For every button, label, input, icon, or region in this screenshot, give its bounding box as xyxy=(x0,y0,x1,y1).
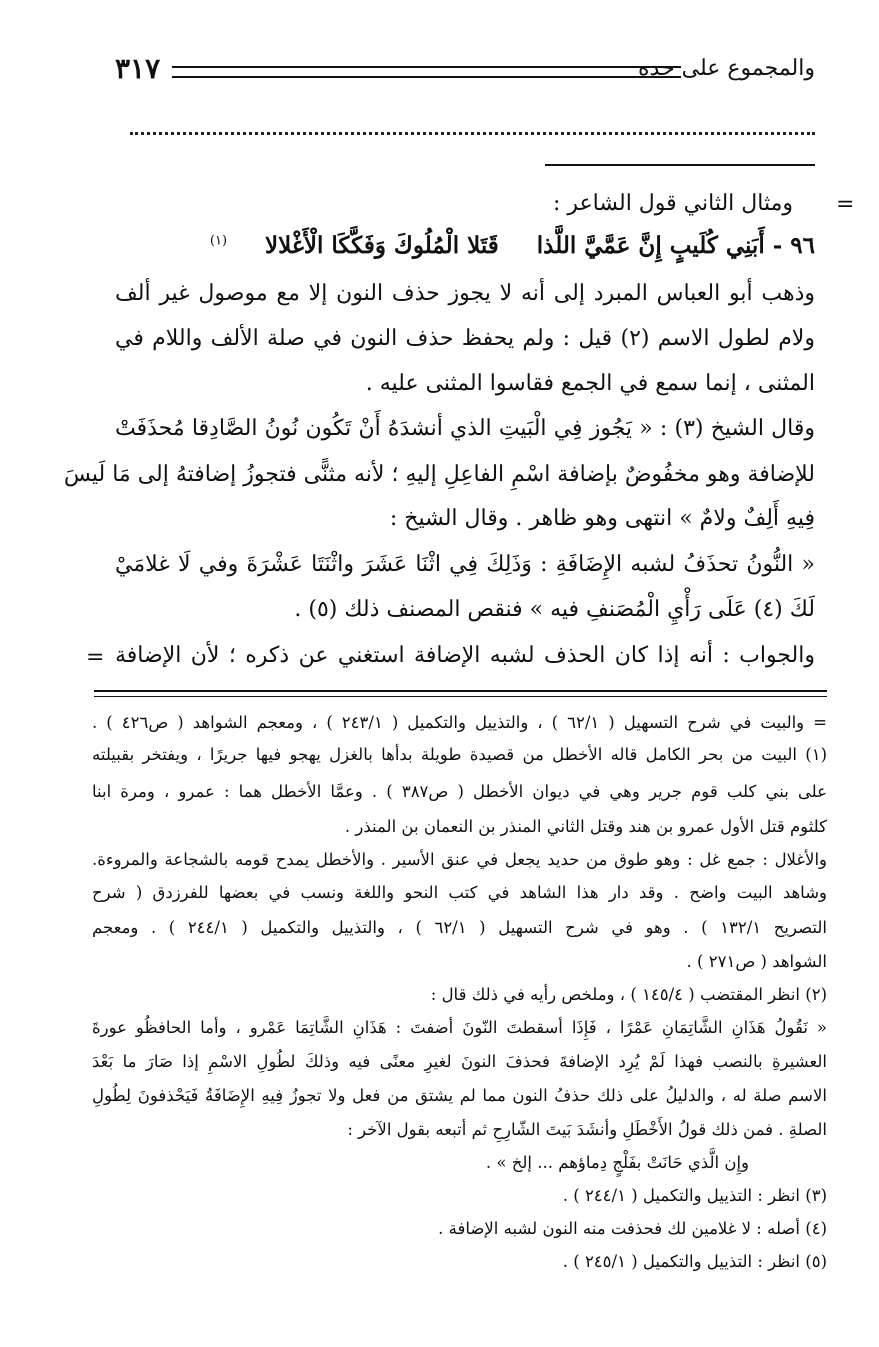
verse-line xyxy=(115,232,815,259)
body-line-4: وقال الشيخ (٣) : « يَجُوز فِي الْبَيتِ الذي أنشدَهُ أَنْ تَكُون نُونُ الصَّادِقا مُحذَفَتْ xyxy=(115,416,815,441)
footnote-separator xyxy=(94,690,827,697)
top-short-rule xyxy=(545,164,815,166)
verse-hemistich-1: ٩٦ - أَبَنِي كُلَيبٍ إِنَّ عَمَّيَّ اللَّذا xyxy=(536,232,815,259)
footnote-line-12: الاسم صلة له ، والدليلُ على ذلك حذفُ النون مما لم يشتق من فعل ولا تجوزُ فِيهِ الإِضَافَةُ فَيَحْذفونَ لِطُولِ xyxy=(92,1086,827,1105)
footnote-line-5: والأغلال : جمع غل : وهو طوق من حديد يجعل في عنق الأسير . والأخطل يمدح قومه بالشجاعة والمروءة. xyxy=(92,850,827,869)
footnote-line-1: = والبيت في شرح التسهيل ( ٦٢/١ ) ، والتذييل والتكميل ( ٢٤٣/١ ) ، ومعجم الشواهد ( ص٤٢٦ ) . xyxy=(92,713,827,732)
footnote-line-14: (٣) انظر : التذييل والتكميل ( ٢٤٤/١ ) . xyxy=(562,1186,827,1205)
continuation-mark-start: = xyxy=(836,192,855,217)
footnote-line-7: التصريح ١٣٢/١ ) . وهو في شرح التسهيل ( ٦٢/١ ) ، والتذييل والتكميل ( ٢٤٤/١ ) . ومعجم xyxy=(92,918,827,937)
body-line-5: للإضافة وهو مخفُوضٌ بإضافة اسْمِ الفاعِلِ إليهِ ؛ لأنه مثنًّى فتجوزُ إضافتهُ إلى مَا لَيسَ xyxy=(63,462,815,487)
page-number: ٣١٧ xyxy=(115,52,161,85)
verse-note-ref: (١) xyxy=(209,233,228,249)
footnote-line-10: « نَقُولُ هَذَانِ الشَّاتِمَانِ عَمْرًا ، فَإِذَا أسقطتَ النّونَ أضفتَ : هَذَانِ الشَّاتِمَا عَمْرو ، وأما الحافظُو عورةَ xyxy=(92,1018,827,1037)
body-line-9: والجواب : أنه إذا كان الحذف لشبه الإضافة استغني عن ذكره ؛ لأن الإضافة xyxy=(115,643,815,668)
dotted-separator xyxy=(130,120,815,135)
footnote-line-6: وشاهد البيت واضح . وقد دار هذا الشاهد في كتب النحو واللغة ونسب في بعضها للفرزدق ( شرح xyxy=(92,883,827,902)
footnote-line-9: (٢) انظر المقتضب ( ١٤٥/٤ ) ، وملخص رأيه في ذلك قال : xyxy=(430,985,827,1004)
footnote-line-11: العشيرةِ بالنصب فهذا لَمْ يُرِد الإضافةَ فحذفَ النونَ لغيرِ معنًى فيه وذلكَ لطُولِ الاسْمِ إذا صَارَ ما بَعْدَ xyxy=(92,1052,827,1071)
body-line-6: فِيهِ أَلِفٌ ولامٌ » انتهى وهو ظاهر . وقال الشيخ : xyxy=(389,506,815,531)
body-line-1: وذهب أبو العباس المبرد إلى أنه لا يجوز حذف النون إلا مع موصول غير ألف xyxy=(115,281,815,306)
verse-hemistich-2: قَتَلا الْمُلُوكَ وَفَكَّكَا الْأَغْلالا xyxy=(265,232,499,259)
continuation-mark-end: = xyxy=(86,645,105,670)
header-double-rule xyxy=(172,66,681,78)
footnote-line-3: على بني كلب قوم جرير وهي في ديوان الأخطل ( ص٣٨٧ ) . وعمَّا الأخطل هما : عمرو ، ومرة ابنا xyxy=(92,782,827,801)
running-head-title: والمجموع على حده xyxy=(638,56,815,81)
intro-line: ومثال الثاني قول الشاعر : xyxy=(552,191,793,216)
footnote-line-13: الصلةِ . فمن ذلك قولُ الأَخْطَلِ وأنشَدَ بَيتَ الشّارِحِ ثم أتبعه بقول الآخر : xyxy=(347,1120,827,1139)
footnote-verse: وإِن الَّذي حَانَتْ بفَلْجٍ دِماؤهم ... إلخ » . xyxy=(485,1153,749,1172)
footnote-line-8: الشواهد ( ص٢٧١ ) . xyxy=(686,952,827,971)
body-line-8: لَكَ (٤) عَلَى رَأْيِ الْمُصَنفِ فيه » فنقص المصنف ذلك (٥) . xyxy=(294,597,815,622)
footnote-line-16: (٥) انظر : التذييل والتكميل ( ٢٤٥/١ ) . xyxy=(562,1252,827,1271)
footnote-line-15: (٤) أصله : لا غلامين لك فحذفت منه النون لشبه الإضافة . xyxy=(438,1219,827,1238)
body-line-7: « النُّونُ تحذَفُ لشبه الإِضَافَةِ : وَذَلِكَ فِي اثْنَا عَشَرَ واثْنَتَا عَشْرَةَ وفي لَا غلامَيْ xyxy=(115,552,815,577)
body-line-2: ولام لطول الاسم (٢) قيل : ولم يحفظ حذف النون في صلة الألف واللام في xyxy=(115,326,815,351)
body-line-3: المثنى ، إنما سمع في الجمع فقاسوا المثنى عليه . xyxy=(365,371,815,396)
footnote-line-4: كلثوم قتل الأول عمرو بن هند وقتل الثاني المنذر بن النعمان بن المنذر . xyxy=(344,817,827,836)
footnote-line-2: (١) البيت من بحر الكامل قاله الأخطل من قصيدة طويلة بدأها بالغزل يهجو فيها جريرًا ، ويفتخر بقبيلته xyxy=(92,745,827,764)
